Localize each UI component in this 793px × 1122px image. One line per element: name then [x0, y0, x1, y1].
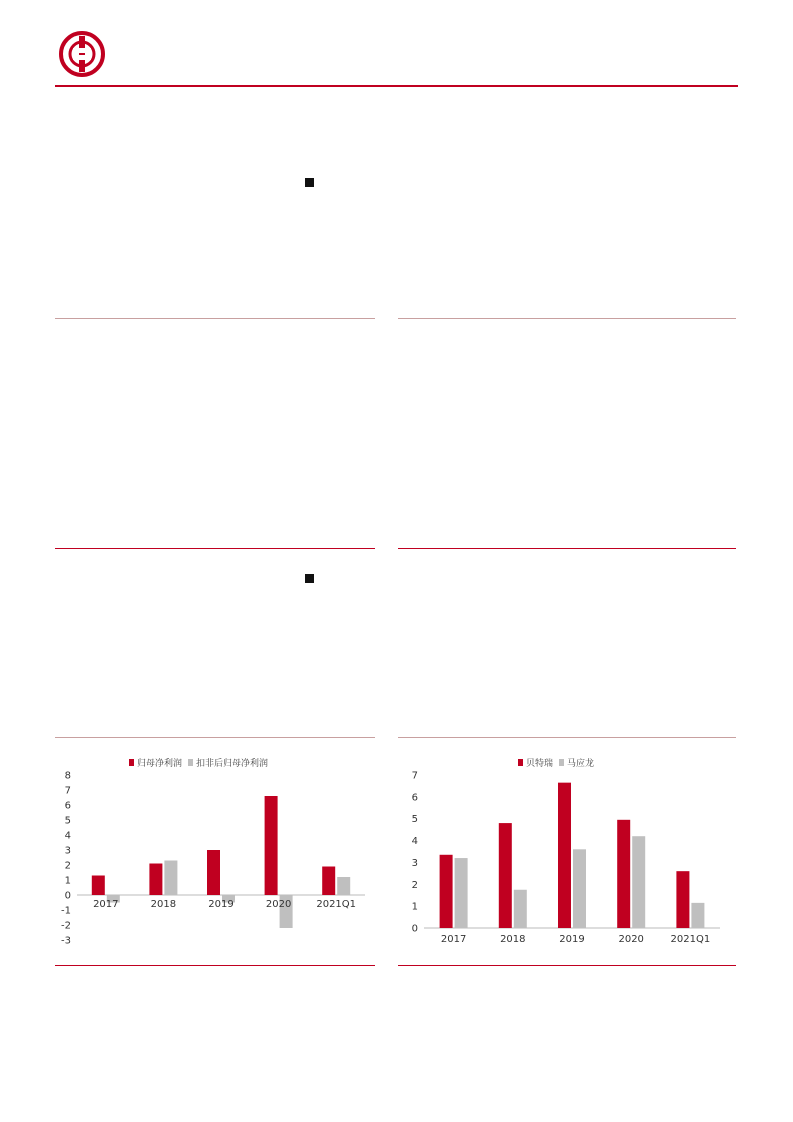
fig4-source-divider: [398, 548, 736, 549]
x-tick-label: 2019: [559, 934, 585, 945]
profit-bar: [676, 871, 689, 928]
y-tick-label: -2: [61, 920, 71, 932]
y-tick-label: 7: [411, 770, 418, 782]
profit-bar: [92, 876, 105, 896]
profit-bar: [440, 855, 453, 928]
legend-swatch: [188, 759, 193, 766]
fig6-chart-area: [398, 740, 736, 962]
y-tick-label: 0: [64, 890, 71, 902]
bullet-marker-1: [305, 178, 314, 187]
y-tick-label: 8: [64, 770, 71, 782]
company-logo: [58, 30, 258, 80]
fig3-source-divider: [55, 548, 375, 549]
legend-swatch: [559, 759, 564, 766]
profit-bar: [617, 820, 630, 928]
fig3-chart-area: [55, 320, 375, 542]
y-tick-label: 2: [64, 860, 71, 872]
y-tick-label: 3: [64, 845, 71, 857]
fig3-title-bar: [55, 297, 375, 319]
legend-label: 马应龙: [567, 759, 595, 769]
x-tick-label: 2018: [150, 899, 177, 910]
fig5-title-bar: [55, 716, 375, 738]
x-tick-label: 2017: [93, 899, 119, 910]
fig4-title-bar: [398, 297, 736, 319]
profit-bar: [322, 867, 335, 896]
legend-label: 归母净利润: [137, 759, 183, 769]
x-tick-label: 2020: [265, 899, 292, 910]
profit-bar: [632, 836, 645, 928]
bullet-marker-2: [305, 574, 314, 583]
fig4-chart: [398, 320, 736, 542]
legend-label: 扣非后归母净利润: [196, 759, 269, 769]
header-divider: [55, 85, 738, 87]
fig5-chart: [55, 740, 375, 962]
x-tick-label: 2021Q1: [670, 934, 711, 945]
x-tick-label: 2018: [500, 934, 526, 945]
profit-bar: [691, 903, 704, 928]
y-tick-label: 6: [411, 792, 418, 804]
profit-bar: [265, 796, 278, 895]
fig4-chart-area: [398, 320, 736, 542]
profit-bar: [573, 849, 586, 928]
x-tick-label: 2021Q1: [316, 899, 357, 910]
y-tick-label: 5: [64, 815, 71, 827]
y-tick-label: -1: [61, 905, 71, 917]
y-tick-label: -3: [61, 935, 71, 947]
legend-swatch: [129, 759, 134, 766]
fig6-title-bar: [398, 716, 736, 738]
profit-bar: [558, 783, 571, 928]
y-tick-label: 6: [64, 800, 71, 812]
x-tick-label: 2019: [208, 899, 234, 910]
x-tick-label: 2017: [440, 934, 467, 945]
y-tick-label: 1: [411, 901, 418, 913]
fig5-chart-area: [55, 740, 375, 962]
profit-bar: [207, 850, 220, 895]
y-tick-label: 3: [411, 857, 418, 869]
fig5-source-divider: [55, 965, 375, 966]
y-tick-label: 2: [411, 879, 418, 891]
legend-swatch: [518, 759, 523, 766]
x-tick-label: 2020: [618, 934, 644, 945]
profit-bar: [455, 858, 468, 928]
y-tick-label: 4: [411, 836, 418, 848]
y-tick-label: 0: [411, 923, 418, 935]
fig3-chart: [55, 320, 375, 542]
profit-bar: [514, 890, 527, 928]
profit-bar: [337, 877, 350, 895]
y-tick-label: 5: [411, 814, 418, 826]
y-tick-label: 7: [64, 785, 71, 797]
y-tick-label: 1: [64, 875, 71, 887]
profit-bar: [149, 864, 162, 896]
fig6-chart: [398, 740, 736, 962]
profit-bar: [499, 823, 512, 928]
logo-emblem-icon: [58, 30, 106, 78]
fig6-source-divider: [398, 965, 736, 966]
legend-label: 贝特瑞: [526, 759, 554, 769]
profit-bar: [164, 861, 177, 896]
y-tick-label: 4: [64, 830, 71, 842]
